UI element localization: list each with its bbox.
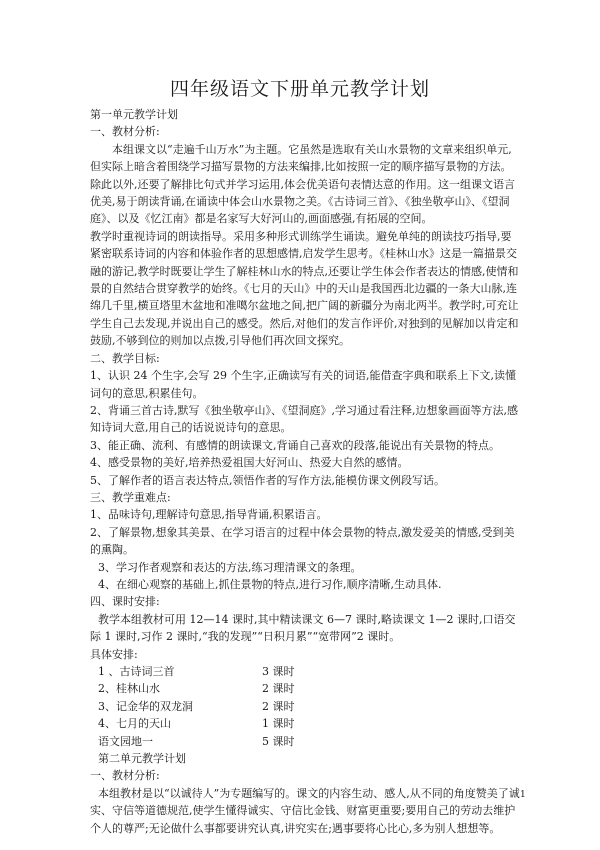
schedule-row (90, 680, 520, 697)
unit1-section4-heading: 四、课时安排: (90, 595, 160, 609)
key-point-item: 3、学习作者观察和表达的方法,练习理清课文的条理。 (98, 560, 362, 574)
schedule-row (90, 698, 520, 715)
schedule-lesson: 3、记金华的双龙洞 (98, 699, 193, 713)
goal-item: 5、了解作者的语言表达特点,领悟作者的写作方法,能模仿课文例段写话。 (90, 473, 445, 487)
page-number: 1 (520, 790, 526, 800)
unit1-heading: 第一单元教学计划 (90, 108, 178, 121)
schedule-label: 具体安排: (90, 647, 138, 661)
page-title: 四年级语文下册单元教学计划 (169, 78, 430, 100)
goal-item: 4、感受景物的美好,培养热爱祖国大好河山、热爱大自然的感情。 (90, 456, 409, 470)
schedule-lesson: 语文园地一 (98, 734, 153, 748)
document-body (90, 106, 520, 837)
unit2-section1-heading: 一、教材分析: (90, 769, 160, 783)
schedule-lesson: 4、七月的天山 (98, 717, 171, 731)
goal-item: 3、能正确、流利、有感情的朗读课文,背诵自己喜欢的段落,能说出有关景物的特点。 (90, 438, 500, 452)
hours-intro: 教学本组教材可用 12—14 课时,其中精读课文 6—7 课时,略读课文 1—2 课时,口语交际 1 课时,习作 2 课时,“我的发现”“日积月累”“宽带网”2 课时。 (90, 612, 516, 644)
key-point-item: 2、了解景物,想象其美景、在学习语言的过程中体会景物的特点,激发爱美的情感,受到美的熏陶。 (90, 525, 515, 557)
schedule-lesson: 1 、古诗词三首 (98, 665, 175, 678)
schedule-lesson: 2、桂林山水 (98, 682, 160, 696)
unit1-analysis-paragraph-1: 本组课文以“走遍千山万水”为主题。它虽然是选取有关山水景物的文章来组织单元,但实际上暗含着围绕学习描写景物的方法来编排,比如按照一定的顺序描写景物的方法。除此以外,还要了解排比句式并学习运用,体会优美语句表情达意的作用。这一组课文语言优美,易于朗读背诵,在诵读中体会山水景物之美。《古诗词三首》、《独坐敬亭山》、《望洞庭》、以及《忆江南》都是名家写大好河山的,画面感强,有拓展的空间。 (90, 142, 515, 226)
unit2-analysis-paragraph: 本组教材是以“以诚待人”为专题编写的。课文的内容生动、感人,从不同的角度赞美了诚实、守信等道德规范,使学生懂得诚实、守信比金钱、财富更重要;要用自己的劳动去维护个人的尊严;无论做什么事都要讲究认真,讲究实在;遇事要将心比心,多为别人想想等。 (90, 786, 520, 835)
unit2-heading: 第二单元教学计划 (98, 751, 186, 765)
goal-item: 2、背诵三首古诗,默写《独坐敬亭山》、《望洞庭》,学习通过看注释,边想象画面等方法,感知诗词大意,用自己的话说说诗句的意思。 (90, 403, 518, 435)
goal-item: 1、认识 24 个生字,会写 29 个生字,正确读写有关的词语,能借查字典和联系上下文,读懂词句的意思,积累佳句。 (90, 369, 516, 400)
schedule-hours: 5 课时 (262, 734, 295, 748)
schedule-row (90, 733, 520, 750)
unit1-analysis-paragraph-2: 教学时重视诗词的朗读指导。采用多种形式训练学生诵读。避免单纯的朗读技巧指导,要紧密联系诗词的内容和体验作者的思想感情,启发学生思考。《桂林山水》这是一篇描景交融的游记,教学时既要让学生了解桂林山水的特点,还要让学生体会作者表达的情感,使情和景的自然结合贯穿教学的始终。《七月的天山》中的天山是我国西北边疆的一条大山脉,连绵几千里,横亘塔里木盆地和准噶尔盆地之间,把广阔的新疆分为南北两半。教学时,可充让学生自己去发现,并说出自己的感受。然后,对他们的发言作评价,对独到的见解加以肯定和鼓励,不够到位的则加以点拨,引导他们再次回文探究。 (90, 229, 519, 348)
key-point-item: 4、在细心观察的基础上,抓住景物的特点,进行习作,顺序清晰,生动具体. (98, 577, 442, 591)
unit1-section2-heading: 二、教学目标: (90, 351, 160, 365)
schedule-hours: 1 课时 (262, 717, 295, 731)
schedule-row (90, 715, 520, 732)
schedule-hours: 2 课时 (262, 699, 295, 713)
schedule-hours: 3 课时 (262, 665, 295, 678)
unit1-section3-heading: 三、教学重难点: (90, 490, 171, 504)
key-point-item: 1、品味诗句,理解诗句意思,指导背诵,积累语言。 (90, 508, 328, 522)
schedule-row (90, 663, 520, 680)
unit1-section1-heading: 一、教材分析: (90, 125, 160, 139)
schedule-hours: 2 课时 (262, 682, 295, 696)
